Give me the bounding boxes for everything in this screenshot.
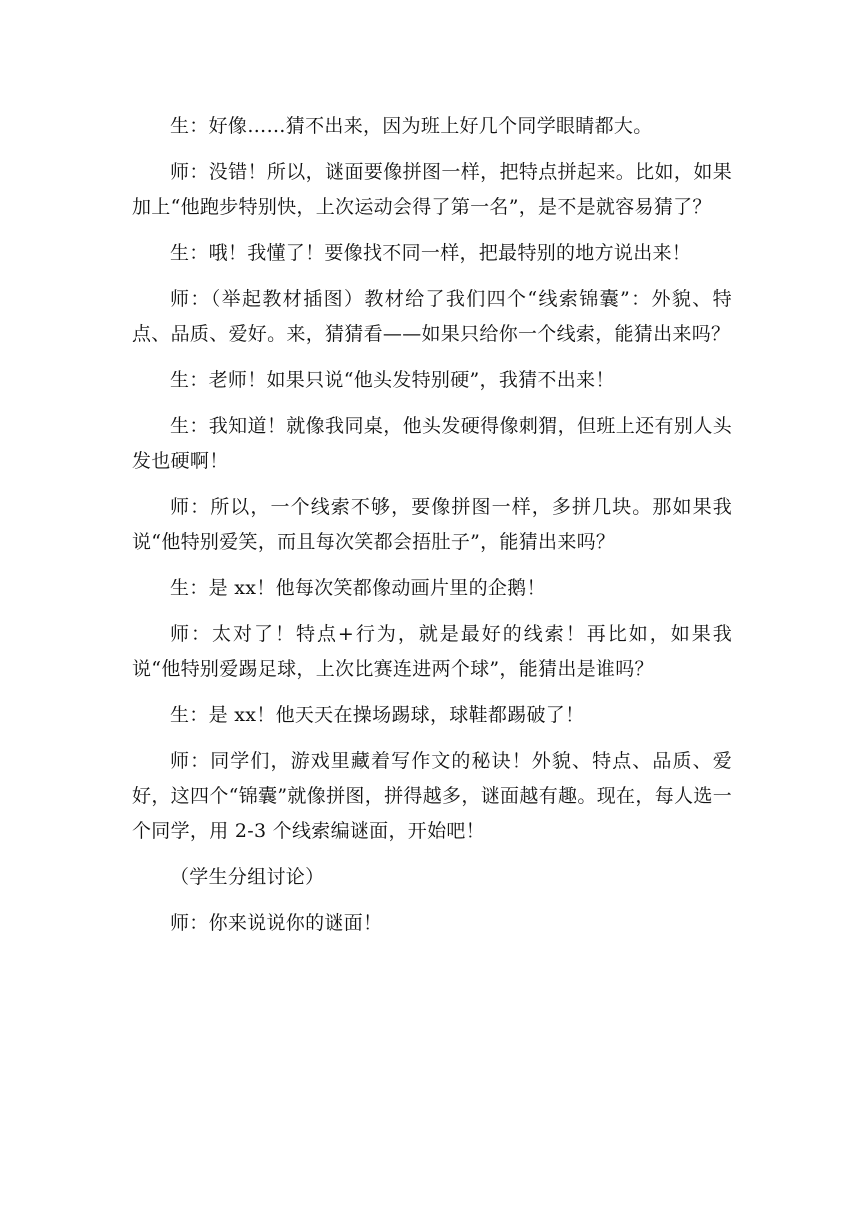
paragraph: 师：同学们，游戏里藏着写作文的秘诀！外貌、特点、品质、爱好，这四个“锦囊”就像拼图，拼得越多，谜面越有趣。现在，每人选一个同学，用 2-3 个线索编谜面，开始吧！ [132,750,732,842]
paragraph: 生：老师！如果只说“他头发特别硬”，我猜不出来！ [170,369,615,391]
paragraph: 生：我知道！就像我同桌，他头发硬得像刺猬，但班上还有别人头发也硬啊！ [132,415,732,472]
paragraph: 师：所以，一个线索不够，要像拼图一样，多拼几块。那如果我说“他特别爱笑，而且每次笑都会捂肚子”，能猜出来吗？ [132,496,732,553]
document-body [132,109,732,952]
paragraph: 师：太对了！特点+行为，就是最好的线索！再比如，如果我说“他特别爱踢足球，上次比赛连进两个球”，能猜出是谁吗？ [132,623,732,680]
paragraph: （学生分组讨论） [170,866,325,888]
paragraph: 师：（举起教材插图）教材给了我们四个“线索锦囊”：外貌、特点、品质、爱好。来，猜猜看——如果只给你一个线索，能猜出来吗？ [132,288,732,345]
paragraph: 师：没错！所以，谜面要像拼图一样，把特点拼起来。比如，如果加上“他跑步特别快，上次运动会得了第一名”，是不是就容易猜了？ [132,161,732,218]
paragraph: 生：是 xx！他每次笑都像动画片里的企鹅！ [170,577,546,599]
paragraph: 师：你来说说你的谜面！ [170,912,383,934]
paragraph: 生：好像……猜不出来，因为班上好几个同学眼睛都大。 [170,115,653,137]
paragraph: 生：哦！我懂了！要像找不同一样，把最特别的地方说出来！ [170,242,692,264]
paragraph: 生：是 xx！他天天在操场踢球，球鞋都踢破了！ [170,704,585,726]
